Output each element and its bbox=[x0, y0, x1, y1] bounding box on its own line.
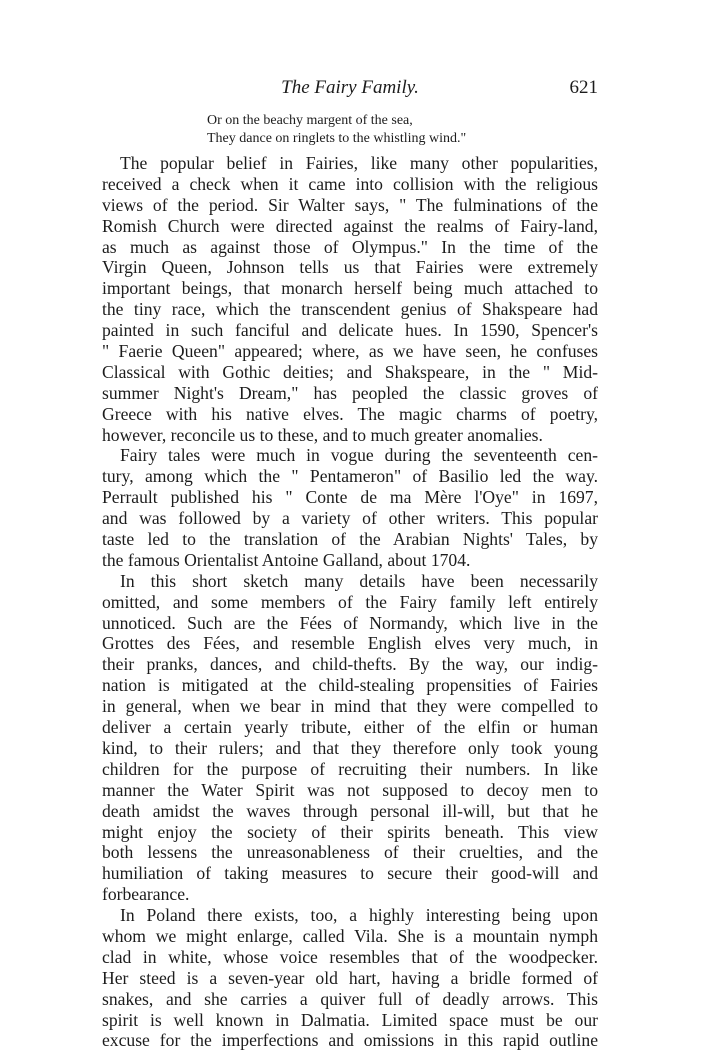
text-line: " Faerie Queen" appeared; where, as we have seen, he confuses bbox=[102, 341, 598, 362]
text-line: Classical with Gothic deities; and Shakspeare, in the " Mid- bbox=[102, 361, 598, 382]
text-line: unnoticed. Such are the Fées of Normandy, which live in the bbox=[102, 612, 598, 633]
text-line: in general, when we bear in mind that they were compelled to bbox=[102, 696, 598, 717]
text-line: In Poland there exists, too, a highly interesting being upon bbox=[120, 905, 598, 926]
text-line: Grottes des Fées, and resemble English elves very much, in bbox=[102, 633, 598, 654]
text-line: both lessens the unreasonableness of their cruelties, and the bbox=[102, 842, 598, 863]
text-line: Virgin Queen, Johnson tells us that Fairies were extremely bbox=[102, 257, 598, 278]
text-line: In this short sketch many details have been necessarily bbox=[120, 570, 598, 591]
verse-quote bbox=[207, 112, 466, 148]
text-line: summer Night's Dream," has peopled the classic groves of bbox=[102, 382, 598, 403]
text-line: clad in white, whose voice resembles that of the woodpecker. bbox=[102, 946, 598, 967]
text-line: spirit is well known in Dalmatia. Limited space must be our bbox=[102, 1009, 598, 1030]
page-number: 621 bbox=[569, 77, 598, 98]
text-line: painted in such fanciful and delicate hues. In 1590, Spencer's bbox=[102, 320, 598, 341]
text-line: tury, among which the " Pentameron" of Basilio led the way. bbox=[102, 466, 598, 487]
text-line: excuse for the imperfections and omissions in this rapid outline bbox=[102, 1030, 598, 1051]
text-line: Perrault published his " Conte de ma Mère l'Oye" in 1697, bbox=[102, 487, 598, 508]
text-line: the famous Orientalist Antoine Galland, about 1704. bbox=[102, 549, 471, 570]
verse-line: They dance on ringlets to the whistling wind." bbox=[207, 131, 467, 146]
text-line: snakes, and she carries a quiver full of deadly arrows. This bbox=[102, 988, 598, 1009]
text-line: manner the Water Spirit was not supposed to decoy men to bbox=[102, 779, 598, 800]
text-line: taste led to the translation of the Arabian Nights' Tales, by bbox=[102, 529, 598, 550]
text-line: death amidst the waves through personal ill-will, but that he bbox=[102, 800, 598, 821]
text-line: Romish Church were directed against the realms of Fairy-land, bbox=[102, 215, 598, 236]
text-line: Greece with his native elves. The magic charms of poetry, bbox=[102, 403, 598, 424]
text-line: the tiny race, which the transcendent genius of Shakspeare had bbox=[102, 299, 598, 320]
text-line: as much as against those of Olympus." In the time of the bbox=[102, 236, 598, 257]
text-line: omitted, and some members of the Fairy family left entirely bbox=[102, 591, 598, 612]
body-text bbox=[102, 153, 598, 1051]
text-line: deliver a certain yearly tribute, either of the elfin or human bbox=[102, 717, 598, 738]
text-line: nation is mitigated at the child-stealing propensities of Fairies bbox=[102, 675, 598, 696]
text-line: The popular belief in Fairies, like many other popularities, bbox=[120, 153, 598, 173]
text-line: humiliation of taking measures to secure their good-will and bbox=[102, 863, 598, 884]
verse-line: Or on the beachy margent of the sea, bbox=[207, 113, 413, 128]
text-line: and was followed by a variety of other writers. This popular bbox=[102, 508, 598, 529]
running-title: The Fairy Family. bbox=[281, 77, 419, 98]
text-line: their pranks, dances, and child-thefts. By the way, our indig- bbox=[102, 654, 598, 675]
text-line: views of the period. Sir Walter says, " The fulminations of the bbox=[102, 194, 598, 215]
text-line: children for the purpose of recruiting their numbers. In like bbox=[102, 758, 598, 779]
text-line: kind, to their rulers; and that they therefore only took young bbox=[102, 737, 598, 758]
text-line: Fairy tales were much in vogue during the seventeenth cen- bbox=[120, 445, 598, 466]
running-head bbox=[102, 76, 598, 100]
text-line: Her steed is a seven-year old hart, having a bridle formed of bbox=[102, 967, 598, 988]
text-line: might enjoy the society of their spirits beneath. This view bbox=[102, 821, 598, 842]
text-line: received a check when it came into collision with the religious bbox=[102, 173, 598, 194]
text-line: however, reconcile us to these, and to much greater anomalies. bbox=[102, 424, 543, 445]
text-line: forbearance. bbox=[102, 884, 190, 905]
text-line: important beings, that monarch herself being much attached to bbox=[102, 278, 598, 299]
text-line: whom we might enlarge, called Vila. She is a mountain nymph bbox=[102, 925, 598, 946]
